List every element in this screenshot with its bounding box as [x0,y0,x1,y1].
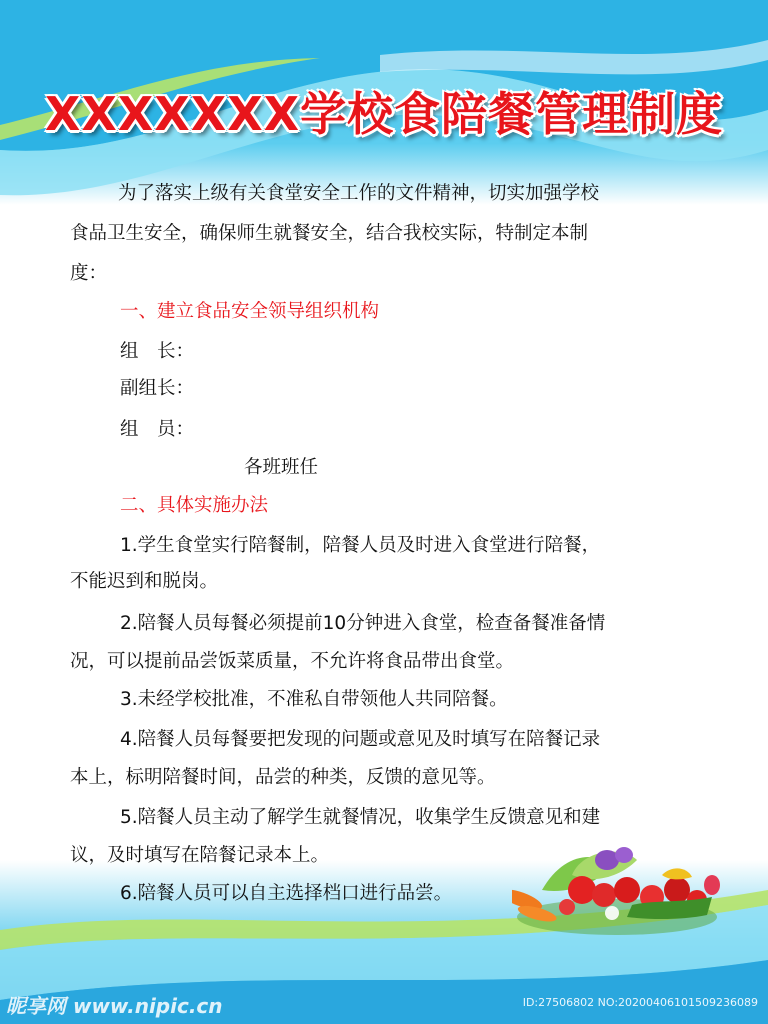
item-5-line-1: 5.陪餐人员主动了解学生就餐情况，收集学生反馈意见和建 [120,807,601,828]
item-5-line-2: 议，及时填写在陪餐记录本上。 [70,845,330,866]
watermark-id: ID:27506802 NO:20200406101509236089 [522,996,758,1009]
section-1-heading: 一、建立食品安全领导组织机构 [120,301,380,322]
item-4-line-1: 4.陪餐人员每餐要把发现的问题或意见及时填写在陪餐记录 [120,729,601,750]
page-title: XXXXXXX学校食陪餐管理制度 [44,87,724,141]
section-2-heading: 二、具体实施办法 [120,495,269,516]
item-6-line-1: 6.陪餐人员可以自主选择档口进行品尝。 [120,883,453,904]
item-1-line-1: 1.学生食堂实行陪餐制，陪餐人员及时进入食堂进行陪餐， [120,535,601,556]
item-2-line-2: 况，可以提前品尝饭菜质量，不允许将食品带出食堂。 [70,651,515,672]
deputy-leader-label: 副组长： [120,378,195,399]
intro-line-2: 食品卫生安全，确保师生就餐安全，结合我校实际，特制定本制 [70,223,589,244]
item-1-line-2: 不能迟到和脱岗。 [70,571,219,592]
watermark-logo: 昵享网 www.nipic.cn [6,994,223,1018]
item-3-line-1: 3.未经学校批准，不准私自带领他人共同陪餐。 [120,689,508,710]
members-value: 各班班任 [244,457,319,478]
intro-line-3: 度： [70,263,108,284]
intro-line-1: 为了落实上级有关食堂安全工作的文件精神，切实加强学校 [118,183,600,204]
item-2-line-1: 2.陪餐人员每餐必须提前10分钟进入食堂，检查备餐准备情 [120,613,606,634]
leader-label: 组 长： [120,341,195,362]
vegetables-illustration [512,845,722,940]
item-4-line-2: 本上，标明陪餐时间，品尝的种类，反馈的意见等。 [70,767,496,788]
members-label: 组 员： [120,419,195,440]
